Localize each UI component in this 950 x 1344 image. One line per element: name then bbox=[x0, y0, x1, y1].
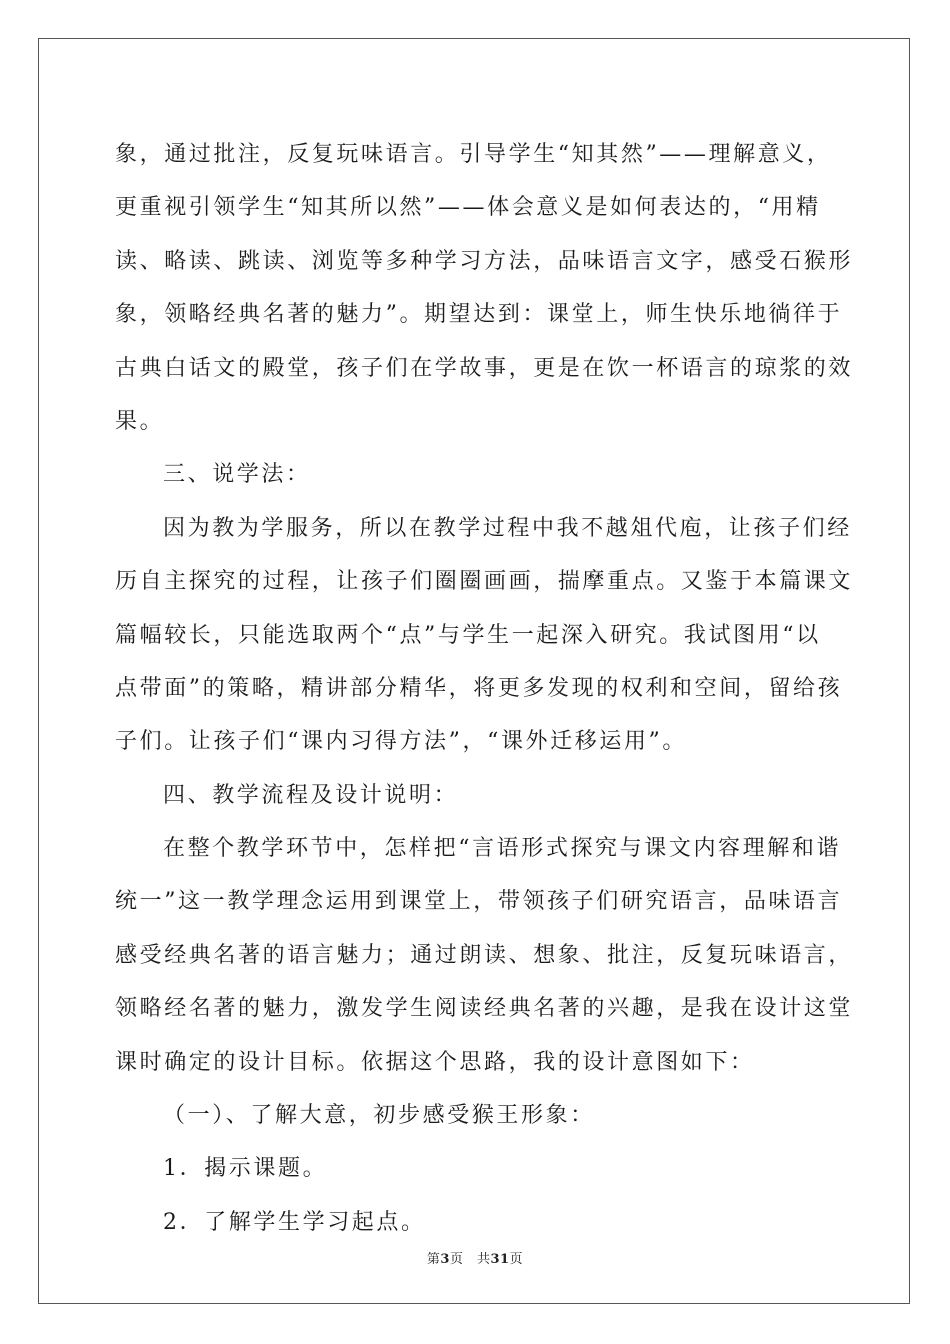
text-line: 感受经典名著的语言魅力；通过朗读、想象、批注，反复玩味语言， bbox=[115, 942, 854, 968]
text-line: 果。 bbox=[115, 408, 165, 434]
text-line: 点带面”的策略，精讲部分精华，将更多发现的权利和空间，留给孩 bbox=[115, 675, 843, 701]
paragraph bbox=[115, 1089, 835, 1142]
paragraph bbox=[115, 448, 835, 501]
text-line: 三、说学法： bbox=[163, 462, 311, 488]
text-line: 统一”这一教学理念运用到课堂上，带领孩子们研究语言，品味语言 bbox=[115, 889, 843, 915]
text-line: 四、教学流程及设计说明： bbox=[163, 782, 459, 808]
paragraph bbox=[115, 1142, 835, 1195]
text-line: 象，通过批注，反复玩味语言。引导学生“知其然”——理解意义， bbox=[115, 142, 832, 167]
text-line: 因为教为学服务，所以在教学过程中我不越俎代庖，让孩子们经 bbox=[163, 515, 852, 541]
page-footer bbox=[0, 1248, 950, 1267]
text-line: 古典白话文的殿堂，孩子们在学故事，更是在饮一杯语言的琼浆的效 bbox=[115, 355, 854, 381]
document-body bbox=[115, 128, 854, 1249]
text-line: 象，领略经典名著的魅力”。期望达到：课堂上，师生快乐地徜徉于 bbox=[115, 302, 843, 328]
paragraph bbox=[115, 1196, 835, 1249]
text-line: （一）、了解大意，初步感受猴王形象： bbox=[163, 1103, 595, 1129]
text-line: 领略经名著的魅力，激发学生阅读经典名著的兴趣，是我在设计这堂 bbox=[115, 996, 854, 1022]
text-line: 篇幅较长，只能选取两个“点”与学生一起深入研究。我试图用“以 bbox=[115, 622, 821, 648]
text-line: 课时确定的设计目标。依据这个思路，我的设计意图如下： bbox=[115, 1049, 755, 1075]
text-line: 读、略读、跳读、浏览等多种学习方法，品味语言文字，感受石猴形 bbox=[115, 248, 854, 274]
footer-middle: 页 共 bbox=[449, 1252, 491, 1267]
text-line: 更重视引领学生“知其所以然”——体会意义是如何表达的，“用精 bbox=[115, 195, 821, 221]
text-line: 在整个教学环节中，怎样把“言语形式探究与课文内容理解和谐 bbox=[163, 836, 842, 862]
footer-suffix: 页 bbox=[509, 1252, 524, 1267]
text-line: 子们。让孩子们“课内习得方法”，“课外迁移运用”。 bbox=[115, 729, 687, 755]
paragraph bbox=[115, 502, 854, 769]
footer-total-pages: 31 bbox=[490, 1252, 510, 1267]
footer-current-page: 3 bbox=[440, 1252, 450, 1267]
paragraph bbox=[115, 128, 854, 448]
text-line: 2．了解学生学习起点。 bbox=[163, 1209, 426, 1235]
paragraph bbox=[115, 822, 854, 1089]
text-line: 1．揭示课题。 bbox=[163, 1156, 328, 1182]
paragraph bbox=[115, 769, 835, 822]
text-line: 历自主探究的过程，让孩子们圈圈画画，揣摩重点。又鉴于本篇课文 bbox=[115, 569, 854, 595]
footer-prefix: 第 bbox=[426, 1252, 441, 1267]
